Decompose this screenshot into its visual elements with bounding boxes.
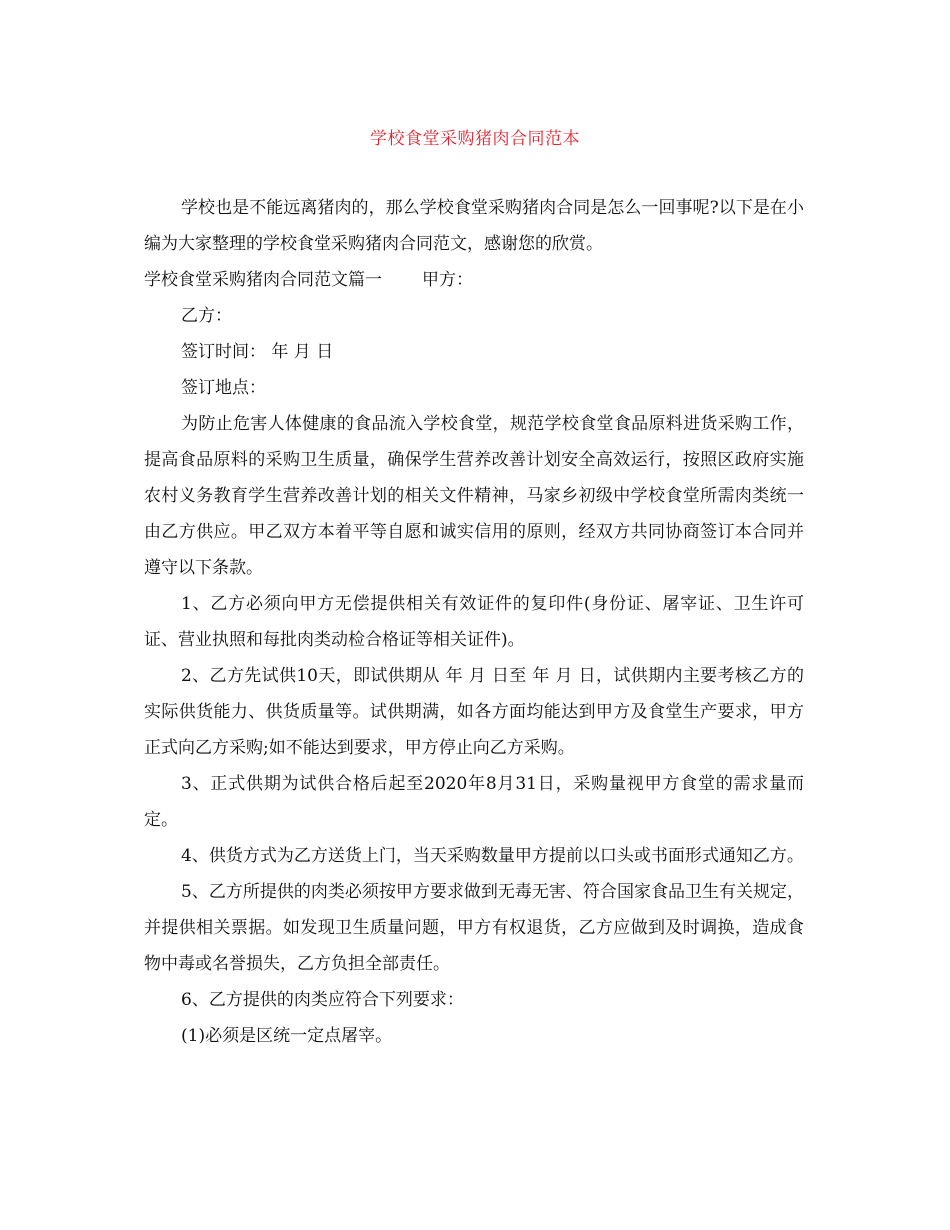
sign-time: 签订时间： 年 月 日 xyxy=(181,342,334,362)
party-b-label: 乙方： xyxy=(181,306,232,326)
clause-6-item-1: (1)必须是区统一定点屠宰。 xyxy=(181,1026,393,1046)
section-heading-line xyxy=(144,262,804,298)
sign-place: 签订地点： xyxy=(181,378,266,398)
document-title: 学校食堂采购猪肉合同范本 xyxy=(370,129,580,149)
clause-6: 6、乙方提供的肉类应符合下列要求： xyxy=(181,990,464,1010)
document-body xyxy=(144,190,804,1054)
clause-5: 5、乙方所提供的肉类必须按甲方要求做到无毒无害、符合国家食品卫生有关规定，并提供相关票据。如发现卫生质量问题，甲方有权退货，乙方应做到及时调换，造成食物中毒或名誉损失，乙方负担全部责任。 xyxy=(144,882,804,974)
clause-3: 3、正式供期为试供合格后起至2020年8月31日，采购量视甲方食堂的需求量而定。 xyxy=(144,774,804,830)
clause-1: 1、乙方必须向甲方无偿提供相关有效证件的复印件(身份证、屠宰证、卫生许可证、营业执照和每批肉类动检合格证等相关证件)。 xyxy=(144,594,804,650)
intro-paragraph: 学校也是不能远离猪肉的，那么学校食堂采购猪肉合同是怎么一回事呢?以下是在小编为大家整理的学校食堂采购猪肉合同范文，感谢您的欣赏。 xyxy=(144,198,804,254)
party-a-label: 甲方： xyxy=(422,270,473,290)
preamble-paragraph: 为防止危害人体健康的食品流入学校食堂，规范学校食堂食品原料进货采购工作，提高食品原料的采购卫生质量，确保学生营养改善计划安全高效运行，按照区政府实施农村义务教育学生营养改善计划的相关文件精神，马家乡初级中学校食堂所需肉类统一由乙方供应。甲乙双方本着平等自愿和诚实信用的原则，经双方共同协商签订本合同并遵守以下条款。 xyxy=(144,414,804,578)
clause-4: 4、供货方式为乙方送货上门，当天采购数量甲方提前以口头或书面形式通知乙方。 xyxy=(181,846,804,866)
clause-2: 2、乙方先试供10天，即试供期从 年 月 日至 年 月 日，试供期内主要考核乙方的实际供货能力、供货质量等。试供期满，如各方面均能达到甲方及食堂生产要求，甲方正式向乙方采购;如不能达到要求，甲方停止向乙方采购。 xyxy=(144,666,804,758)
section-heading: 学校食堂采购猪肉合同范文篇一 xyxy=(144,270,382,290)
